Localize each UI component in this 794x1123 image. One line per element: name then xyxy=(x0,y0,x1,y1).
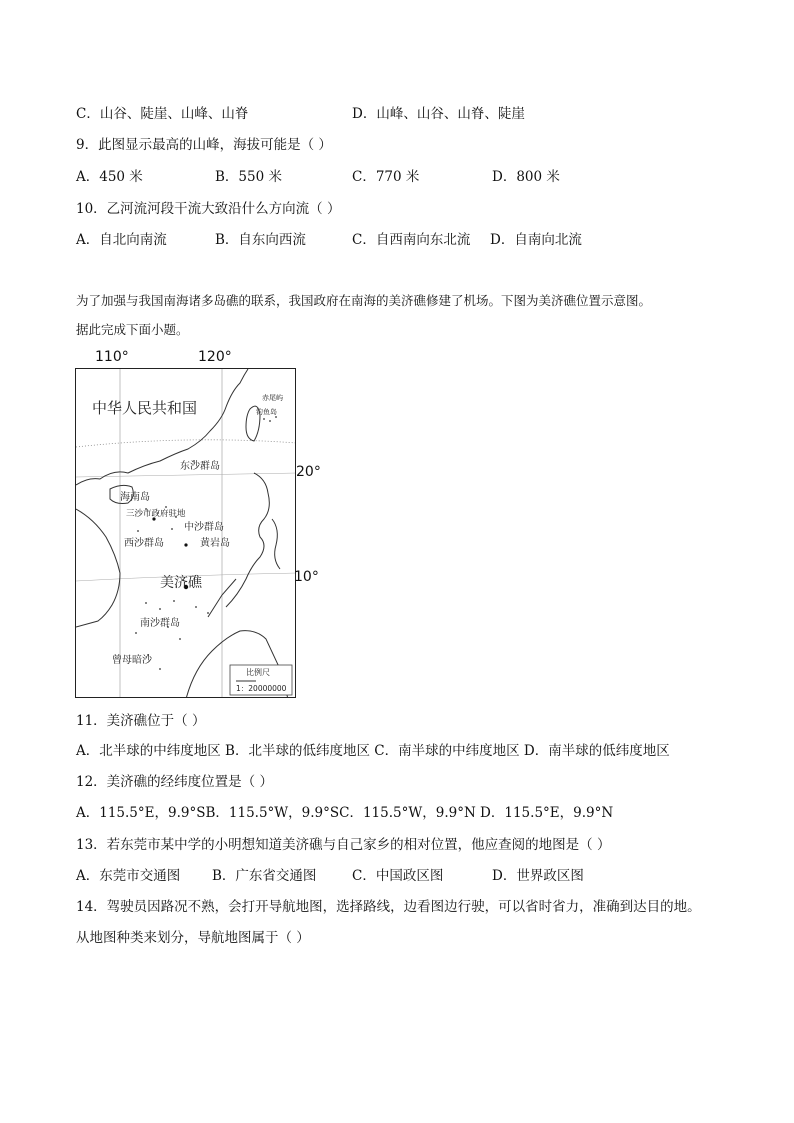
q9-option-a: A．450 米 xyxy=(76,169,143,185)
map-label-china: 中华人民共和国 xyxy=(92,399,198,417)
q11-options: A．北半球的中纬度地区 B．北半球的低纬度地区 C．南半球的中纬度地区 D．南半球的低纬度地区 xyxy=(76,743,670,759)
philippines-coast xyxy=(226,473,269,607)
q10-option-c: C．自西南向东北流 xyxy=(352,232,471,248)
tropic-line xyxy=(76,440,296,447)
q13-option-d: D．世界政区图 xyxy=(492,868,584,884)
q9-option-b: B．550 米 xyxy=(215,169,282,185)
q13-option-b: B．广东省交通图 xyxy=(212,868,317,884)
map-drawing xyxy=(76,369,296,698)
map-label-hainan: 海南岛 xyxy=(120,492,150,503)
q9-option-d: D．800 米 xyxy=(492,169,560,185)
map-label-zengmu: 曾母暗沙 xyxy=(112,655,152,666)
map-label-meiji: 美济礁 xyxy=(160,575,202,591)
map-label-nansha: 南沙群岛 xyxy=(140,618,180,629)
q14-stem-line-1: 14．驾驶员因路况不熟，会打开导航地图，选择路线，边看图边行驶，可以省时省力，准确到达目的地。 xyxy=(76,899,701,915)
map-scale-value: 1：20000000 xyxy=(236,684,287,693)
map-label-chiweiyu: 赤尾屿 xyxy=(262,394,283,402)
map-label-huangyan: 黄岩岛 xyxy=(200,538,230,549)
map-lat-10-label: 10° xyxy=(294,569,319,585)
q14-stem-line-2: 从地图种类来划分，导航地图属于（ ） xyxy=(76,930,310,946)
map-label-dongsha: 东沙群岛 xyxy=(180,461,220,472)
map-label-xisha: 西沙群岛 xyxy=(124,538,164,549)
q9-stem: 9．此图显示最高的山峰，海拔可能是（ ） xyxy=(76,137,332,153)
vietnam-coast xyxy=(76,509,120,627)
map-lon-120-label: 120° xyxy=(198,349,232,365)
map-label-diaoyudao: 钓鱼岛 xyxy=(256,408,277,416)
meiji-reef-location-map xyxy=(75,368,296,698)
q12-options: A．115.5°E，9.9°SB．115.5°W，9.9°SC．115.5°W，9.9°N D．115.5°E，9.9°N xyxy=(76,805,614,821)
q13-option-c: C．中国政区图 xyxy=(352,868,444,884)
map-lon-110-label: 110° xyxy=(95,349,129,365)
huangyan-dot xyxy=(184,543,187,546)
q11-stem: 11．美济礁位于（ ） xyxy=(76,713,206,729)
q12-stem: 12．美济礁的经纬度位置是（ ） xyxy=(76,774,273,790)
q10-option-a: A．自北向南流 xyxy=(76,232,167,248)
q10-option-d: D．自南向北流 xyxy=(490,232,582,248)
q9-option-c: C．770 米 xyxy=(352,169,420,185)
q8-option-d: D．山峰、山谷、山脊、陡崖 xyxy=(352,106,525,122)
map-scale-title: 比例尺 xyxy=(246,668,270,677)
q13-stem: 13．若东莞市某中学的小明想知道美济礁与自己家乡的相对位置，他应查阅的地图是（ ） xyxy=(76,837,611,853)
map-label-sansha: 三沙市政府驻地 xyxy=(126,509,186,519)
intro-line-1: 为了加强与我国南海诸多岛礁的联系，我国政府在南海的美济礁修建了机场。下图为美济礁位置示意图。 xyxy=(76,293,652,308)
map-lat-20-label: 20° xyxy=(296,464,321,480)
q13-option-a: A．东莞市交通图 xyxy=(76,868,181,884)
q10-option-b: B．自东向西流 xyxy=(215,232,306,248)
map-label-zhongsha: 中沙群岛 xyxy=(184,522,224,533)
q10-stem: 10．乙河流河段干流大致沿什么方向流（ ） xyxy=(76,201,341,217)
q8-option-c: C．山谷、陡崖、山峰、山脊 xyxy=(76,106,249,122)
intro-line-2: 据此完成下面小题。 xyxy=(76,322,189,337)
